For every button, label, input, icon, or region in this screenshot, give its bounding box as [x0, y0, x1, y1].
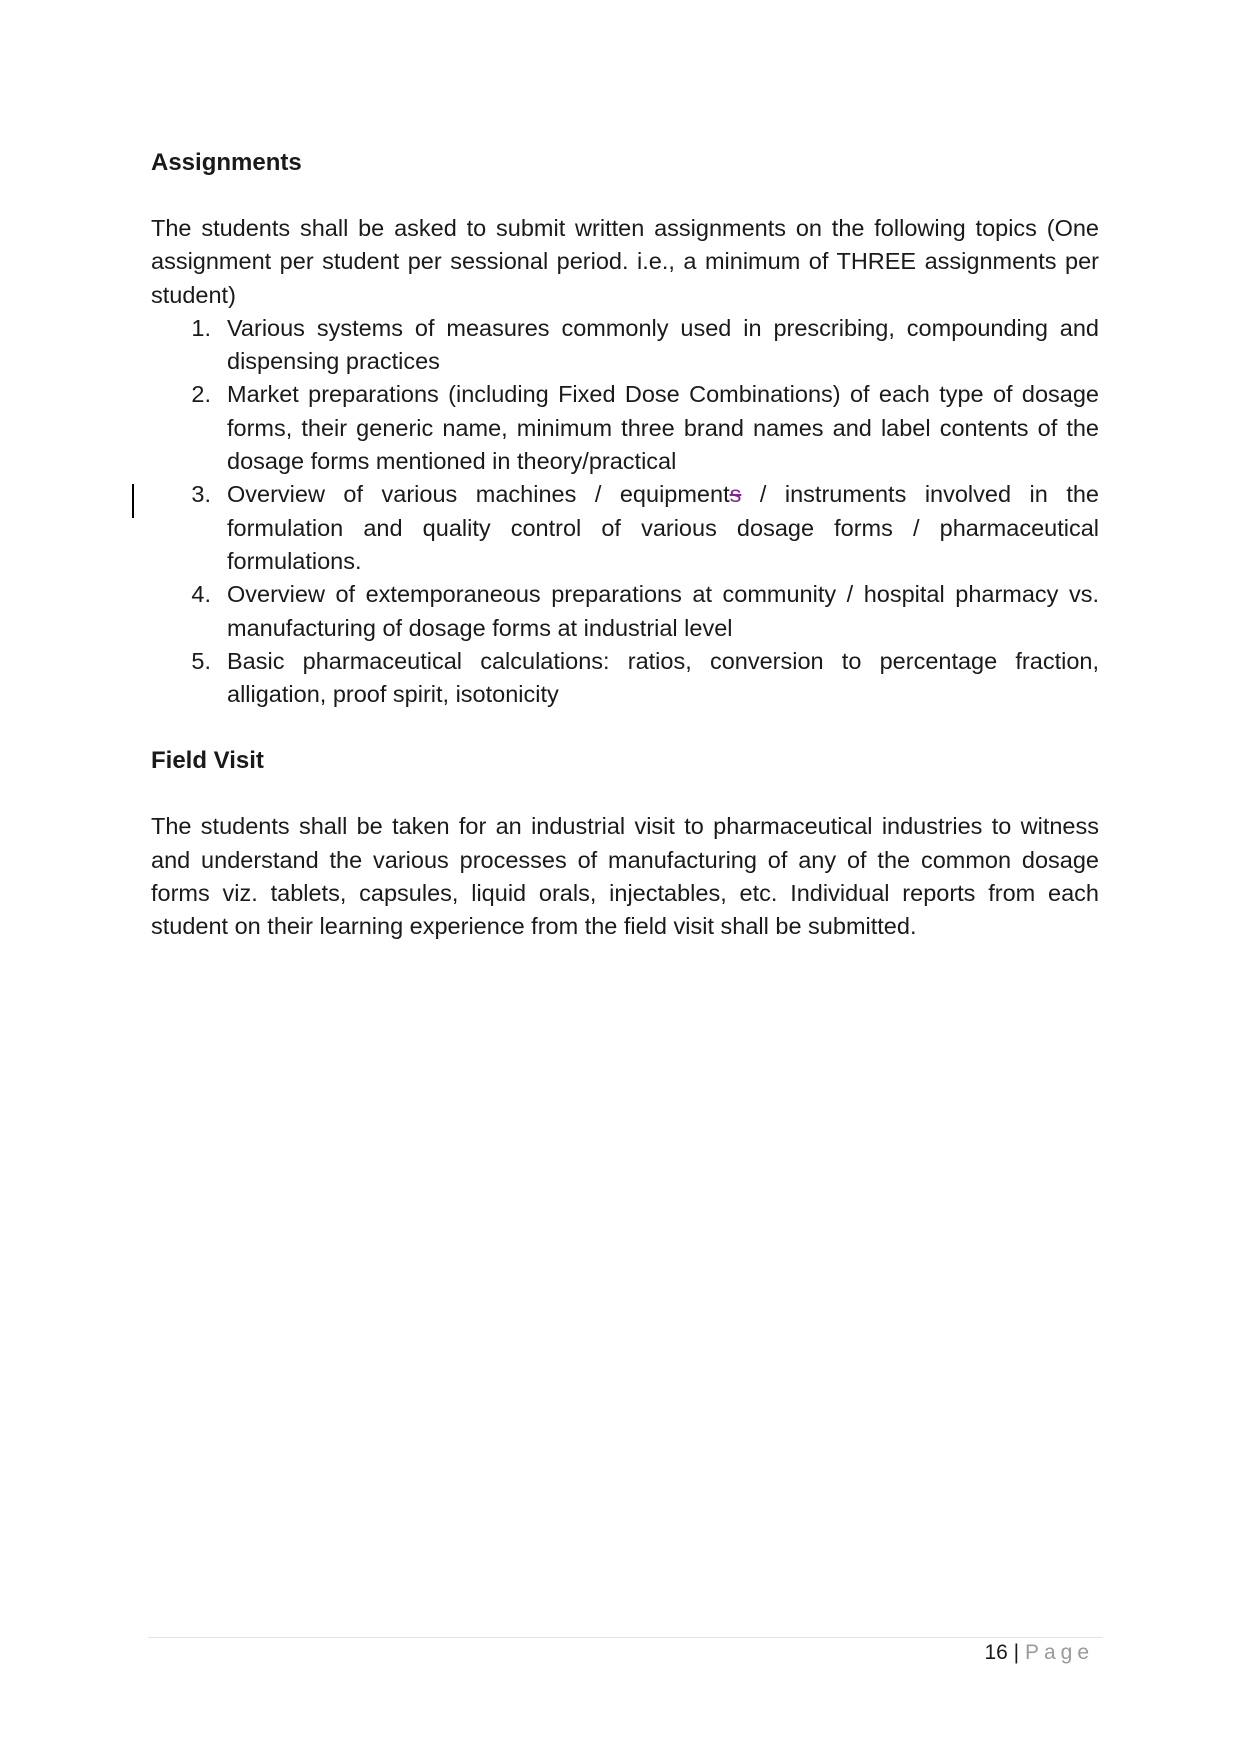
assignment-topics-list: [151, 312, 1099, 712]
list-item-number: 4.: [191, 581, 211, 608]
list-item-text: Basic pharmaceutical calculations: ratios, conversion to percentage fraction, alligation, proof spirit, isotonicity: [227, 647, 1099, 708]
page-number: 16: [984, 1641, 1008, 1664]
list-item-text-part: Overview of various machines / equipment: [227, 481, 730, 508]
footer-divider: [148, 1637, 1103, 1638]
list-item-number: 3.: [191, 481, 211, 508]
assignments-intro: The students shall be asked to submit written assignments on the following topics (One assignment per student per sessional period. i.e., a minimum of THREE assignments per student): [151, 215, 1099, 308]
list-item-text-part: / instruments involved in the formulation and quality control of various dosage forms / pharmaceutical formulations.: [227, 481, 1099, 574]
list-item-number: 5.: [191, 647, 211, 674]
assignments-heading: Assignments: [151, 149, 302, 176]
list-item: [151, 312, 1099, 379]
list-item-text: Overview of extemporaneous preparations at community / hospital pharmacy vs. manufacturing of dosage forms at industrial level: [227, 581, 1099, 641]
list-item: [151, 578, 1099, 645]
page-body: [151, 146, 1099, 944]
field-visit-text: The students shall be taken for an industrial visit to pharmaceutical industries to witness and understand the various processes of manufacturing of any of the common dosage forms viz. tablets, capsules, liquid orals, injectables, etc. Individual reports from each student on their learning experience from the field visit shall be submitted.: [151, 813, 1099, 940]
list-item-text: [227, 478, 1099, 578]
list-item-number: 2.: [191, 381, 211, 408]
page-label: Page: [1024, 1641, 1094, 1664]
list-item: [151, 645, 1099, 712]
list-item-text: Market preparations (including Fixed Dose Combinations) of each type of dosage forms, their generic name, minimum three brand names and label contents of the dosage forms mentioned in theory/practical: [227, 381, 1099, 475]
list-item: [151, 378, 1099, 478]
change-bar: [132, 484, 134, 518]
page-footer: [984, 1638, 1094, 1668]
list-item: [151, 478, 1099, 578]
list-item-text: Various systems of measures commonly used in prescribing, compounding and dispensing practices: [227, 314, 1099, 375]
tracked-deletion: s: [729, 481, 742, 508]
field-visit-heading: Field Visit: [151, 747, 264, 775]
footer-separator: |: [1013, 1641, 1020, 1664]
list-item-number: 1.: [191, 314, 211, 341]
